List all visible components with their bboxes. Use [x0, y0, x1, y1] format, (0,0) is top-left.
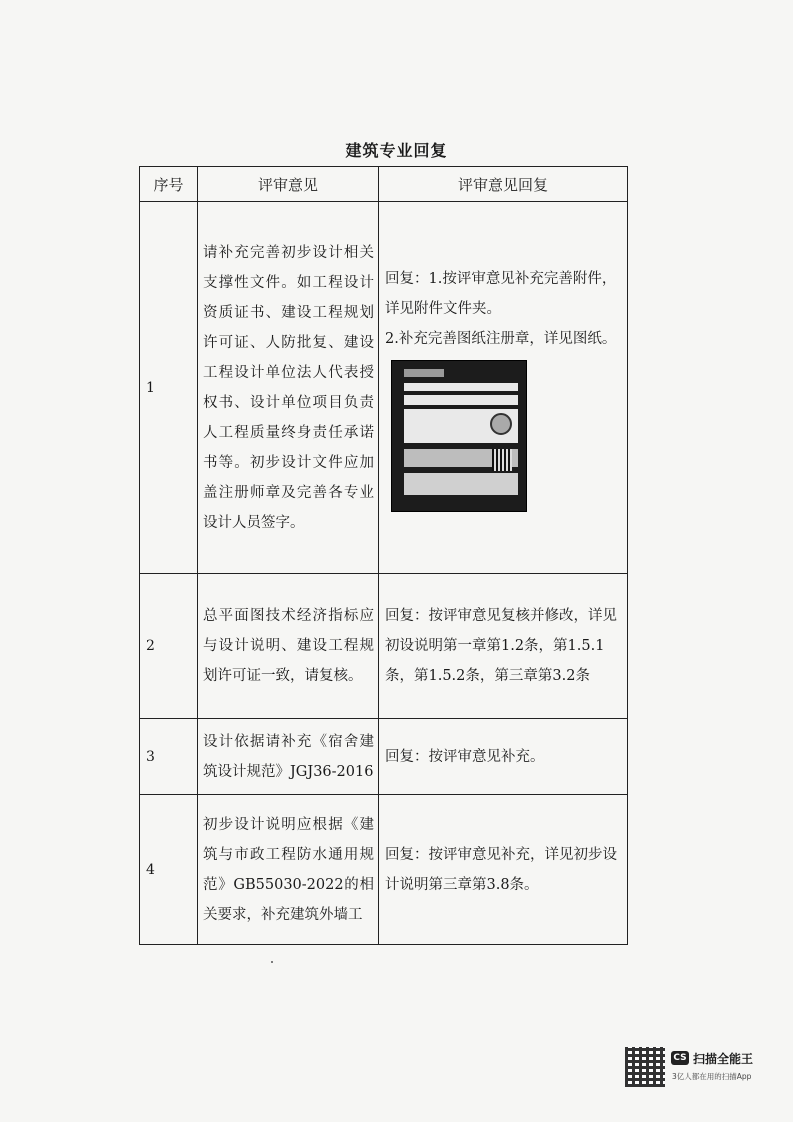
row-seq: 3: [140, 719, 198, 795]
cs-logo-icon: CS: [671, 1051, 689, 1065]
seal-icon: [490, 413, 512, 435]
reply-line: 回复：1.按评审意见补充完善附件，详见附件文件夹。: [385, 270, 617, 317]
row-opinion: 请补充完善初步设计相关支撑性文件。如工程设计资质证书、建设工程规划许可证、人防批复、建设工程设计单位法人代表授权书、设计单位项目负责人工程质量终身责任承诺书等。初步设计文件应加盖注册师章及完善各专业设计人员签字。: [198, 202, 379, 574]
row-reply: [379, 202, 628, 574]
row-seq: 1: [140, 202, 198, 574]
review-table: [139, 166, 628, 945]
header-opinion: 评审意见: [198, 167, 379, 202]
table-row: [140, 574, 628, 719]
header-seq: 序号: [140, 167, 198, 202]
reply-line: 回复：按评审意见补充。: [385, 748, 545, 765]
registration-stamp-image: [391, 360, 527, 512]
scan-speck: [271, 961, 273, 963]
row-reply: [379, 574, 628, 719]
header-reply: 评审意见回复: [379, 167, 628, 202]
row-seq: 2: [140, 574, 198, 719]
table-header-row: [140, 167, 628, 202]
row-opinion: 初步设计说明应根据《建筑与市政工程防水通用规范》GB55030-2022的相关要求，补充建筑外墙工: [198, 795, 379, 945]
row-reply: [379, 719, 628, 795]
brand-tagline: 3亿人都在用的扫描App: [672, 1072, 752, 1081]
reply-line: 回复：按评审意见补充，详见初步设计说明第三章第3.8条。: [385, 846, 617, 893]
reply-line: 回复：按评审意见复核并修改，详见初设说明第一章第1.2条，第1.5.1条，第1.5.2条，第三章第3.2条: [385, 608, 617, 684]
reply-line: 2.补充完善图纸注册章，详见图纸。: [385, 330, 617, 347]
table-row: [140, 719, 628, 795]
page-title: 建筑专业回复: [345, 141, 448, 160]
row-reply: [379, 795, 628, 945]
brand-name: 扫描全能王: [693, 1052, 754, 1066]
qr-code-icon: [492, 449, 512, 471]
row-opinion: 设计依据请补充《宿舍建筑设计规范》JGJ36-2016: [198, 719, 379, 795]
row-seq: 4: [140, 795, 198, 945]
qr-code-icon: [625, 1047, 665, 1087]
row-opinion: 总平面图技术经济指标应与设计说明、建设工程规划许可证一致，请复核。: [198, 574, 379, 719]
table-row: [140, 202, 628, 574]
table-row: [140, 795, 628, 945]
scanner-watermark: [625, 1047, 775, 1087]
